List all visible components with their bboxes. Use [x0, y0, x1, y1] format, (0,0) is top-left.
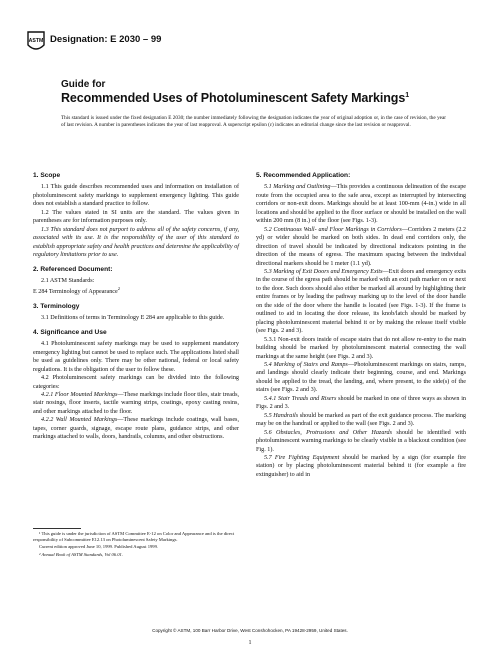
paragraph-5-4-text: —Photoluminescent markings on stairs, ramps, and landings should clearly indicate their beginning, course, and end. Markings should be applied to the tread, the landing, and, where present, to the side(s) of the stairs (see Figs. 2 and 3). [256, 361, 466, 394]
footnote-divider [33, 528, 81, 529]
designation: Designation: E 2030 – 99 [50, 34, 162, 45]
paragraph-5-3-label: 5.3 Marking of Exit Doors and Emergency Exits [264, 268, 383, 275]
paragraph-5-2-text: —Corridors 2 meters (2.2 yd) or wider should be marked on both sides. In dead end corridors only, the direction of travel should be indicated by directional indicators pointing in the direction of the means of egress. The maximum spacing between the individual directional markers should be 1 meter (1.1 yd). [256, 226, 467, 267]
reference-e284 [33, 285, 239, 297]
section-heading-significance: 4. Significance and Use [33, 328, 107, 336]
paragraph-5-7-text: should be marked by a sign (for example fire station) or by placing photoluminescent material behind it (for example a fire extinguisher) to aid in [256, 454, 466, 478]
paragraph-5-6-text: should be identified with photoluminescent warning markings to be clearly visible in a blackout condition (see Fig. 1). [256, 429, 466, 453]
paragraph-5-7 [256, 454, 466, 479]
guide-for-label: Guide for [61, 79, 106, 90]
footnotes [33, 531, 239, 559]
title-text: Recommended Uses of Photoluminescent Safety Markings [61, 91, 406, 105]
reference-e284-text: E 284 Terminology of Appearance [33, 289, 118, 296]
paragraph-4-2-1 [33, 391, 239, 416]
paragraph-5-4 [256, 361, 466, 395]
standard-notice: This standard is issued under the fixed designation E 2030; the number immediately following the designation indicates the year of original adoption or, in the case of revision, the year of last revision. A number in parentheses indicates the year of last reapproval. A superscript epsilon (ε) indicates an editorial change since the last revision or reapproval. [61, 115, 446, 128]
paragraph-4-2-2-label: 4.2.2 Wall Mounted Markings [41, 417, 118, 424]
paragraph-5-1-label: 5.1 Marking and Outlining [264, 184, 331, 191]
footnote-ref-2: 2 [117, 286, 120, 292]
paragraph-5-6 [256, 429, 466, 454]
paragraph-1-2: 1.2 The values stated in SI units are the standard. The values given in parentheses are for information purposes only. [33, 209, 239, 225]
section-heading-referenced-documents: 2. Referenced Document: [33, 265, 113, 273]
paragraph-1-3: 1.3 This standard does not purport to address all of the safety concerns, if any, associated with its use. It is the responsibility of the user of this standard to establish appropriate safety and health practices and determine the applicability of regulatory limitations prior to use. [33, 226, 239, 259]
paragraph-4-2: 4.2 Photoluminescent safety markings can be divided into the following categories: [33, 375, 239, 390]
paragraph-4-2-2 [33, 416, 239, 441]
copyright-notice: Copyright © ASTM, 100 Barr Harbor Drive, West Conshohocken, PA 19428-2959, United States. [152, 628, 348, 633]
paragraph-2-1: 2.1 ASTM Standards: [41, 277, 95, 284]
paragraph-5-2-label: 5.2 Continuous Wall- and Floor Markings in Corridors [264, 226, 402, 233]
paragraph-4-1: 4.1 Photoluminescent safety markings may be used to supplement mandatory emergency lighting but cannot be used to replace such. The applications listed shall be used as guidelines only. There may be other national, federal or local safety regulations. It is the obligation of the user to follow these. [33, 341, 239, 373]
paragraph-5-2 [256, 226, 466, 268]
section-heading-application: 5. Recommended Application: [256, 172, 351, 179]
paragraph-1-1: 1.1 This guide describes recommended uses and information on installation of photoluminescent safety markings to supplement emergency lighting. This guide does not establish a standard practice to follow. [33, 184, 239, 208]
paragraph-5-5-label: 5.5 Handrails [264, 412, 299, 419]
document-title [61, 91, 409, 105]
section-heading-scope: 1. Scope [33, 172, 61, 179]
footnote-1: ¹ This guide is under the jurisdiction of ASTM Committee E-12 on Color and Appearance and is the direct responsibility of Subcommittee E12.13 on Photoluminescent Safety Markings. [33, 531, 235, 542]
logo-text: ASTM [28, 38, 44, 44]
footnote-1-edition: Current edition approved June 10, 1999. Published August 1999. [39, 544, 159, 550]
paragraph-5-4-label: 5.4 Marking of Stairs and Ramps [264, 361, 348, 368]
left-column [33, 172, 239, 442]
paragraph-5-4-1-text: should be marked in one of three ways as shown in Figs. 2 and 3. [256, 395, 466, 411]
paragraph-5-5-text: should be marked as part of the exit guidance process. The marking may be on the handrail or applied to the wall (see Figs. 2 and 3). [256, 412, 466, 428]
paragraph-5-1 [256, 183, 466, 225]
section-heading-terminology: 3. Terminology [33, 302, 80, 310]
astm-logo-icon [26, 30, 46, 54]
paragraph-5-5 [256, 412, 466, 429]
paragraph-5-3 [256, 268, 466, 336]
paragraph-4-2-1-text: —These markings include floor tiles, stair treads, stair nosings, floor inserts, tactile warning strips, coatings, epoxy casting resins, and other markings attached to the floor. [33, 392, 239, 415]
paragraph-4-2-1-label: 4.2.1 Floor Mounted Markings [41, 392, 118, 399]
paragraph-5-6-label: 5.6 Obstacles, Protrusions and Other Hazards [264, 429, 393, 436]
page-number: 1 [248, 640, 252, 646]
paragraph-5-3-text: —Exit doors and emergency exits in the course of the egress path should be marked with an exit path marker on or next to the door. Such doors should also either be marked all around by highlighting their entire frames or by leading the pathway marking up to the level of the door handle on the side of the door where the handle is located (see Figs. 1-3). If the frame is outlined to aid in locating the door release, its knob/latch should be marked by placing photoluminescent material behind it or by making the release itself visible (see Figs. 2 and 3). [256, 268, 467, 335]
paragraph-5-1-text: —This provides a continuous delineation of the escape route from the occupied area to the safe area, except as interrupted by intersecting corridors or non-exit doors. Markings should be at least 100-mm (4-in.) wide in all locations and should be applied to the floor surface or should be installed on the wall within 200 mm (8 in.) of the floor (see Figs. 1-3). [256, 184, 467, 225]
paragraph-5-3-1: 5.3.1 Non-exit doors inside of escape stairs that do not allow re-entry to the main building should be marked by photoluminescent material connecting the wall markings at the same height (see Figs. 2 and 3). [256, 336, 466, 360]
title-footnote-ref: 1 [405, 91, 409, 99]
paragraph-5-4-1 [256, 395, 466, 412]
paragraph-5-4-1-label: 5.4.1 Stair Treads and Risers [264, 395, 337, 402]
footnote-2: ² Annual Book of ASTM Standards, Vol 06.01. [39, 551, 123, 557]
paragraph-5-7-label: 5.7 Fire Fighting Equipment [264, 454, 340, 461]
paragraph-4-2-2-text: —These markings include coatings, wall bases, tapes, corner guards, signage, escape route plans, guidance strips, and other markings attached to walls, doors, handrails, columns, and other obstructions. [33, 417, 239, 441]
paragraph-3-1: 3.1 Definitions of terms in Terminology E 284 are applicable to this guide. [41, 315, 225, 322]
right-column [256, 172, 466, 479]
